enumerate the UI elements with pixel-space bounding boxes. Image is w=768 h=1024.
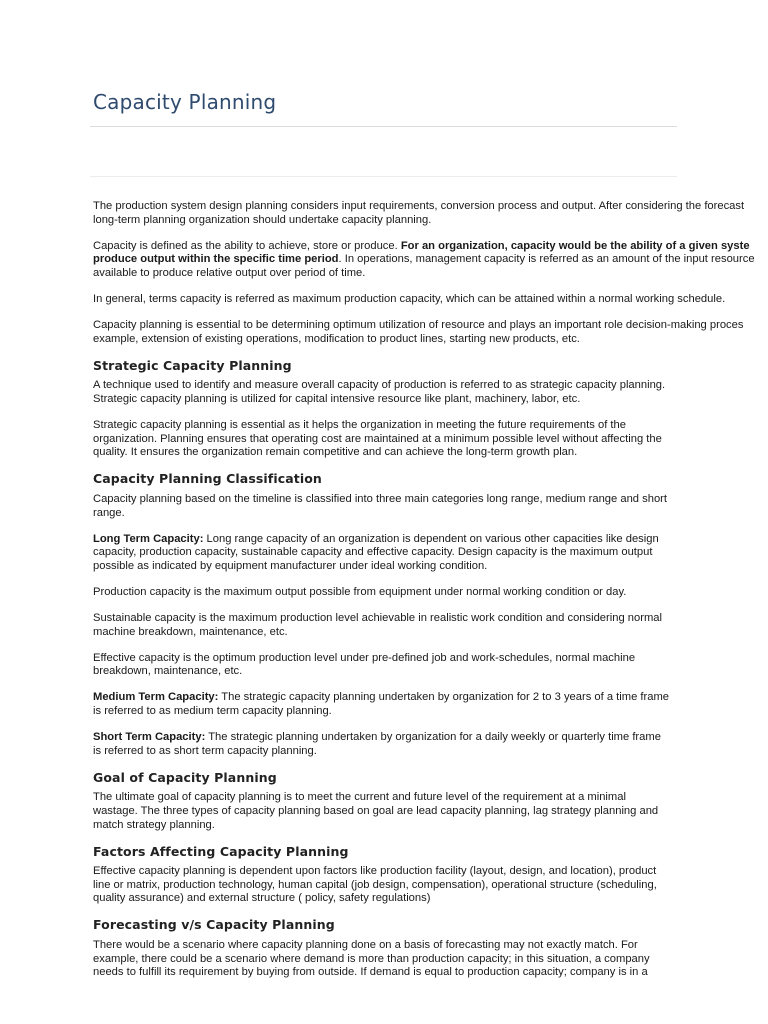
intro-paragraph-1 <box>93 200 768 227</box>
strategic-paragraph-2: Strategic capacity planning is essential as it helps the organization in meeting the future requirements of the organization. Planning ensures that operating cost are maintained at a minimum possible level without affecting the quality. It ensures the organization remain competitive and can achieve the long-term growth plan. <box>93 419 662 459</box>
heading-strategic-capacity-planning: Strategic Capacity Planning <box>93 357 292 373</box>
capacity-definition-bold: For an organization, capacity would be the ability of a given syste <box>400 239 750 252</box>
heading-forecasting-vs-capacity-planning: Forecasting v/s Capacity Planning <box>93 917 335 933</box>
heading-factors-affecting-capacity-planning: Factors Affecting Capacity Planning <box>93 843 349 859</box>
strategic-paragraph-1: A technique used to identify and measure overall capacity of production is referred to as strategic capacity planning. Strategic capacity planning is utilized for capital intensive resource like plant, machinery, labor, etc. <box>93 379 666 405</box>
intro-p2-line2 <box>93 253 768 267</box>
heading-capacity-planning-classification: Capacity Planning Classification <box>93 471 322 487</box>
capacity-period-bold: produce output within the specific time period <box>93 253 339 266</box>
factors-paragraph: Effective capacity planning is dependent upon factors like production facility (layout, design, and location), product line or matrix, production technology, human capital (job design, compensation), operational structure (scheduling, quality assurance) and external structure ( policy, safety regulations) <box>93 865 657 905</box>
heading-goal-of-capacity-planning: Goal of Capacity Planning <box>93 769 277 785</box>
page-title: Capacity Planning <box>93 90 277 114</box>
section-divider <box>90 176 677 177</box>
short-term-capacity-label: Short Term Capacity: <box>93 731 206 744</box>
long-term-capacity-paragraph <box>93 533 671 574</box>
intro-paragraph-4 <box>93 319 768 346</box>
intro-p2-line1 <box>93 240 768 254</box>
production-capacity-paragraph: Production capacity is the maximum output possible from equipment under normal working condition or day. <box>93 585 627 598</box>
intro-paragraph-3: In general, terms capacity is referred as maximum production capacity, which can be attained within a normal working schedule. <box>93 292 726 305</box>
medium-term-capacity-paragraph <box>93 691 671 718</box>
short-term-capacity-text: The strategic planning undertaken by organization for a daily weekly or quarterly time frame is referred to as short term capacity planning. <box>93 731 661 757</box>
intro-p2-line3: available to produce relative output over period of time. <box>93 266 366 279</box>
intro-p1-line1: The production system design planning considers input requirements, conversion process and output. After considering the forecast <box>93 200 745 212</box>
intro-p4-line1: Capacity planning is essential to be determining optimum utilization of resource and plays an important role decision-making proces <box>93 319 744 332</box>
intro-paragraph-2 <box>93 240 768 281</box>
intro-p4-line2: example, extension of existing operations, modification to product lines, starting new products, etc. <box>93 332 580 345</box>
sustainable-capacity-paragraph: Sustainable capacity is the maximum production level achievable in realistic work condition and considering normal machine breakdown, maintenance, etc. <box>93 611 662 638</box>
capacity-definition-text: Capacity is defined as the ability to achieve, store or produce. <box>93 239 401 252</box>
medium-term-capacity-text: The strategic capacity planning undertaken by organization for 2 to 3 years of a time frame is referred to as medium term capacity planning. <box>93 691 670 717</box>
long-term-capacity-text: Long range capacity of an organization is dependent on various other capacities like design capacity, production capacity, sustainable capacity and effective capacity. Design capacity is the maximum output possible as indicated by equipment manufacturer under ideal working condition. <box>93 532 659 572</box>
classification-paragraph: Capacity planning based on the timeline is classified into three main categories long range, medium range and short range. <box>93 492 668 519</box>
long-term-capacity-label: Long Term Capacity: <box>93 532 204 545</box>
article-body <box>93 200 768 992</box>
effective-capacity-paragraph: Effective capacity is the optimum production level under pre-defined job and work-schedules, normal machine breakdown, maintenance, etc. <box>93 651 636 678</box>
short-term-capacity-paragraph <box>93 731 671 758</box>
forecasting-paragraph: There would be a scenario where capacity planning done on a basis of forecasting may not exactly match. For example, there could be a scenario where demand is more than production capacity; in this situation, a company needs to fulfill its requirement by buying from outside. If demand is equal to production capacity; company is in a <box>93 939 650 979</box>
intro-p1-line2: long-term planning organization should undertake capacity planning. <box>93 213 432 226</box>
capacity-operations-text: . In operations, management capacity is referred as an amount of the input resource <box>338 253 755 266</box>
goal-paragraph: The ultimate goal of capacity planning is to meet the current and future level of the requirement at a minimal wastage. The three types of capacity planning based on goal are lead capacity planning, lag strategy planning and match strategy planning. <box>93 791 659 831</box>
medium-term-capacity-label: Medium Term Capacity: <box>93 691 219 704</box>
title-divider <box>90 126 677 127</box>
